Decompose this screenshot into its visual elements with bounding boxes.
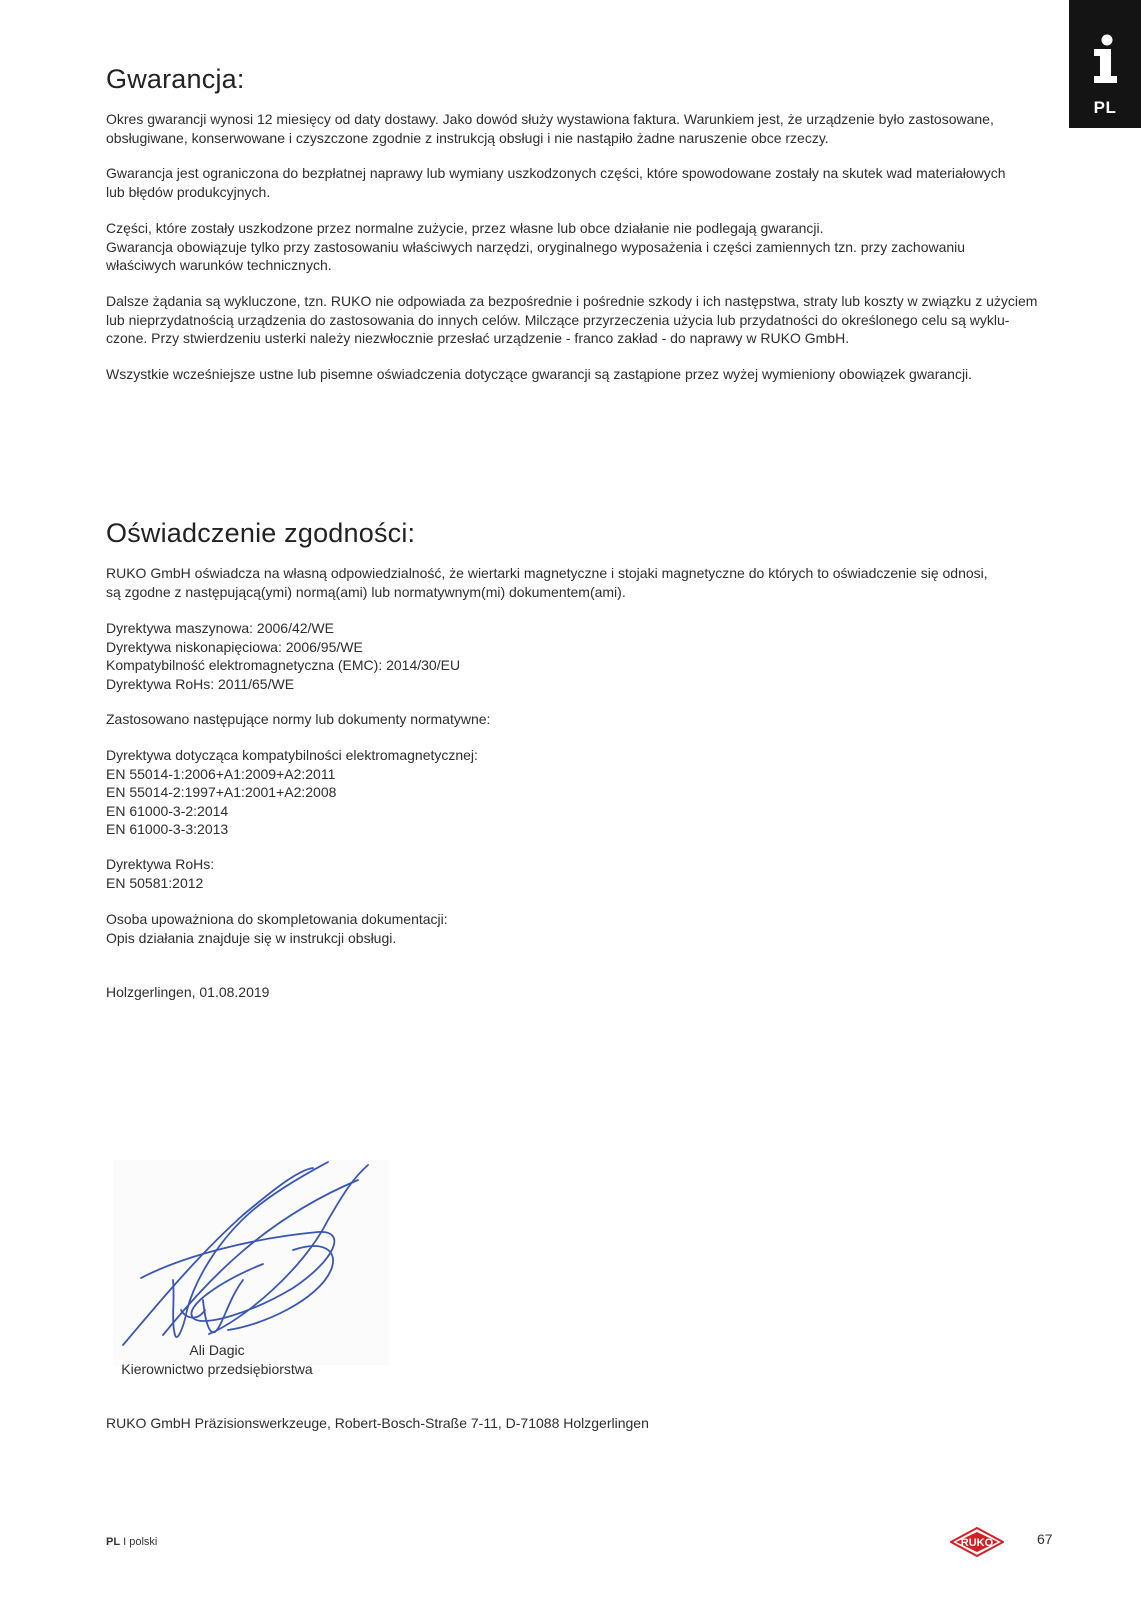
warranty-title: Gwarancja: <box>106 64 245 94</box>
svg-text:RUKO: RUKO <box>960 1537 994 1549</box>
tab-lang-label: PL <box>1093 98 1117 117</box>
declaration-title: Oświadczenie zgodności: <box>106 518 416 548</box>
footer-separator: I <box>123 1536 127 1548</box>
warranty-paragraph-2: Gwarancja jest ograniczona do bezpłatnej naprawy lub wymiany uszkodzonych części, które spowodowane zostały na skutek wad materiałowych lub błędów produkcyjnych. <box>106 165 1006 200</box>
footer-lang-code: PL <box>106 1536 121 1548</box>
warranty-paragraph-5: Wszystkie wcześniejsze ustne lub pisemne oświadczenia dotyczące gwarancji są zastąpione przez wyżej wymieniony obowiązek gwarancji. <box>106 366 973 382</box>
applied-standards-intro: Zastosowano następujące normy lub dokumenty normatywne: <box>106 711 491 727</box>
directives-list: Dyrektywa maszynowa: 2006/42/WE Dyrektywa niskonapięciowa: 2006/95/WE Kompatybilność elektromagnetyczna (EMC): 2014/30/EU Dyrektywa RoHs: 2011/65/WE <box>106 620 461 692</box>
emc-standards-list: Dyrektywa dotycząca kompatybilności elektromagnetycznej: EN 55014-1:2006+A1:2009+A2:2011 EN 55014-2:1997+A1:2001+A2:2008 EN 61000-3-2:2014 EN 61000-3-3:2013 <box>106 747 478 837</box>
page-number: 67 <box>1037 1531 1053 1547</box>
authorized-person: Osoba upoważniona do skompletowania dokumentacji: Opis działania znajduje się w instrukcji obsługi. <box>106 911 448 946</box>
declaration-intro: RUKO GmbH oświadcza na własną odpowiedzialność, że wiertarki magnetyczne i stojaki magnetyczne do których to oświadczenie się odnosi, są zgodne z następującą(ymi) normą(ami) lub normatywnym(mi) dokumentem(ami). <box>106 565 988 600</box>
warranty-paragraph-1: Okres gwarancji wynosi 12 miesięcy od daty dostawy. Jako dowód służy wystawiona faktura. Warunkiem jest, że urządzenie było zastosowane, obsługiwane, konserwowane i czyszczone zgodnie z instrukcją obsługi i nie nastąpiło żadne naruszenie obce rzeczy. <box>106 111 994 146</box>
place-date: Holzgerlingen, 01.08.2019 <box>106 984 270 1000</box>
signer-name: Ali Dagic <box>189 1342 245 1358</box>
company-address: RUKO GmbH Präzisionswerkzeuge, Robert-Bosch-Straße 7-11, D-71088 Holzgerlingen <box>106 1415 649 1431</box>
ruko-logo <box>950 1527 1004 1557</box>
rohs-standards-list: Dyrektywa RoHs: EN 50581:2012 <box>106 856 215 891</box>
language-tab <box>1069 0 1141 128</box>
warranty-paragraph-3: Części, które zostały uszkodzone przez normalne zużycie, przez własne lub obce działanie nie podlegają gwarancji. Gwarancja obowiązuje tylko przy zastosowaniu właściwych narzędzi, oryginalnego wyposażenia i części zamiennych tzn. przy zachowaniu właściwych warunków technicznych. <box>106 220 966 273</box>
signature-image <box>113 1160 389 1365</box>
warranty-paragraph-4: Dalsze żądania są wykluczone, tzn. RUKO nie odpowiada za bezpośrednie i pośrednie szkody i ich następstwa, straty lub koszty w związku z użyciem lub nieprzydatnością urządzenia do zastosowania do innych celów. Milczące przyrzeczenia użycia lub przydatności do określonego celu są wyklu- czone. Przy stwierdzeniu usterki należy niezwłocznie przesłać urządzenie - franco zakład - do naprawy w RUKO GmbH. <box>106 293 1038 346</box>
info-icon <box>1091 34 1119 84</box>
footer-lang-name: polski <box>129 1536 158 1548</box>
footer-language <box>106 1536 157 1548</box>
signer-role: Kierownictwo przedsiębiorstwa <box>121 1361 313 1377</box>
